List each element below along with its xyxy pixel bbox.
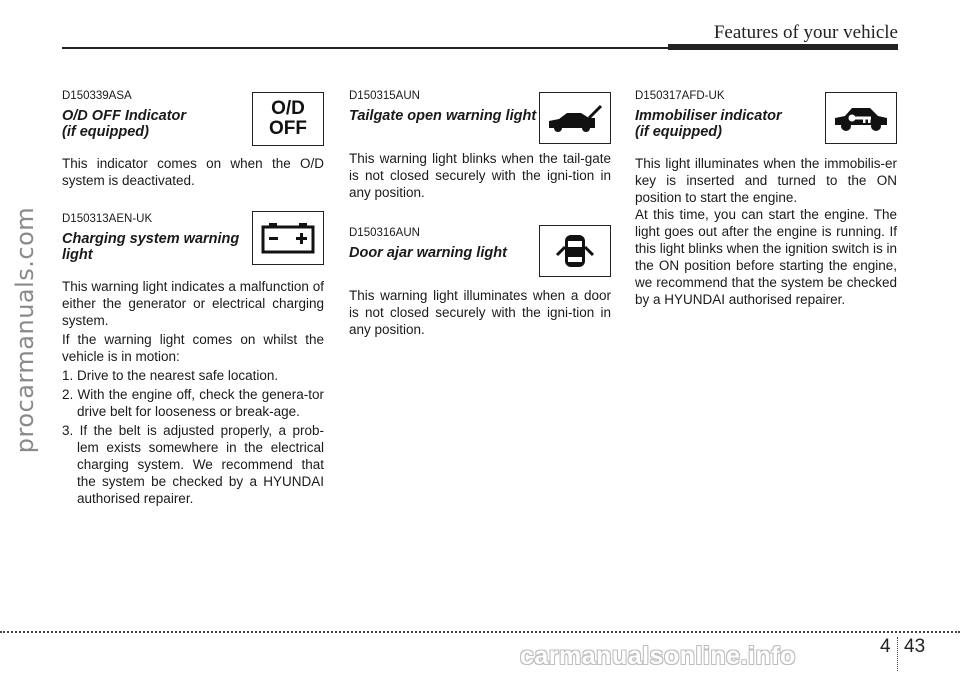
- list-item: 2. With the engine off, check the genera-tor drive belt for looseness or break-age.: [62, 387, 324, 419]
- list-item: 3. If the belt is adjusted properly, a prob-lem exists somewhere in the electrical charging system. We recommend that the system be checked by a HYUNDAI authorised repairer.: [62, 423, 324, 506]
- section-code: D150313AEN-UK: [62, 213, 153, 225]
- page-number: 43: [904, 636, 926, 657]
- immobiliser-key-icon-graphic: [832, 101, 890, 135]
- section-title: Tailgate open warning light: [349, 108, 537, 124]
- battery-icon-graphic: [261, 222, 315, 254]
- section-code: D150316AUN: [349, 227, 420, 239]
- steps-list: [62, 367, 324, 507]
- od-off-indicator-icon: [252, 92, 324, 146]
- column-right: [635, 90, 897, 332]
- section-title: Charging system warning light: [62, 231, 240, 263]
- bottom-watermark: carmanualsonline.info: [520, 642, 796, 670]
- section-paragraph: This indicator comes on when the O/D system is deactivated.: [62, 156, 324, 188]
- od-off-icon-label: O/D OFF: [269, 98, 307, 139]
- section-title: O/D OFF Indicator (if equipped): [62, 108, 187, 140]
- section-paragraph: This warning light illuminates when a door is not closed securely with the igni-tion in any position.: [349, 288, 611, 337]
- tailgate-open-icon: [539, 92, 611, 144]
- section-od-off: [62, 90, 324, 189]
- immobiliser-key-icon: [825, 92, 897, 144]
- section-code: D150317AFD-UK: [635, 90, 725, 102]
- chapter-number: 4: [880, 636, 891, 657]
- door-ajar-icon-graphic: [553, 229, 597, 273]
- side-watermark-text: procarmanuals.com: [11, 206, 39, 454]
- header-rule-accent: [668, 44, 898, 50]
- section-paragraph: This warning light blinks when the tail-gate is not closed securely with the igni-tion in any position.: [349, 151, 611, 200]
- battery-icon: [252, 211, 324, 265]
- section-paragraph: If the warning light comes on whilst the vehicle is in motion:: [62, 332, 324, 364]
- section-code: D150315AUN: [349, 90, 420, 102]
- section-paragraph: This warning light indicates a malfunction of either the generator or electrical charging system.: [62, 279, 324, 328]
- footer-rule: [0, 631, 960, 633]
- section-tailgate: [349, 90, 611, 201]
- list-item: 1. Drive to the nearest safe location.: [62, 368, 279, 383]
- section-door-ajar: [349, 227, 611, 338]
- header-rule: [62, 47, 682, 49]
- section-charging: [62, 213, 324, 507]
- section-paragraph: At this time, you can start the engine. The light goes out after the engine is running. If this light blinks when the ignition switch is in the ON position before starting the engine, we recommend that the system be checked by a HYUNDAI authorised repairer.: [635, 207, 897, 307]
- tailgate-open-icon-graphic: [545, 101, 605, 135]
- section-immobiliser: [635, 90, 897, 308]
- footer-divider: [897, 637, 898, 671]
- section-code: D150339ASA: [62, 90, 132, 102]
- column-middle: [349, 90, 611, 362]
- door-ajar-icon: [539, 225, 611, 277]
- side-watermark: [0, 0, 50, 675]
- header-title: Features of your vehicle: [713, 22, 898, 43]
- section-title: Door ajar warning light: [349, 245, 507, 261]
- column-left: [62, 90, 324, 531]
- section-paragraph: This light illuminates when the immobilis-er key is inserted and turned to the ON position to start the engine.: [635, 156, 897, 205]
- section-title: Immobiliser indicator (if equipped): [635, 108, 782, 140]
